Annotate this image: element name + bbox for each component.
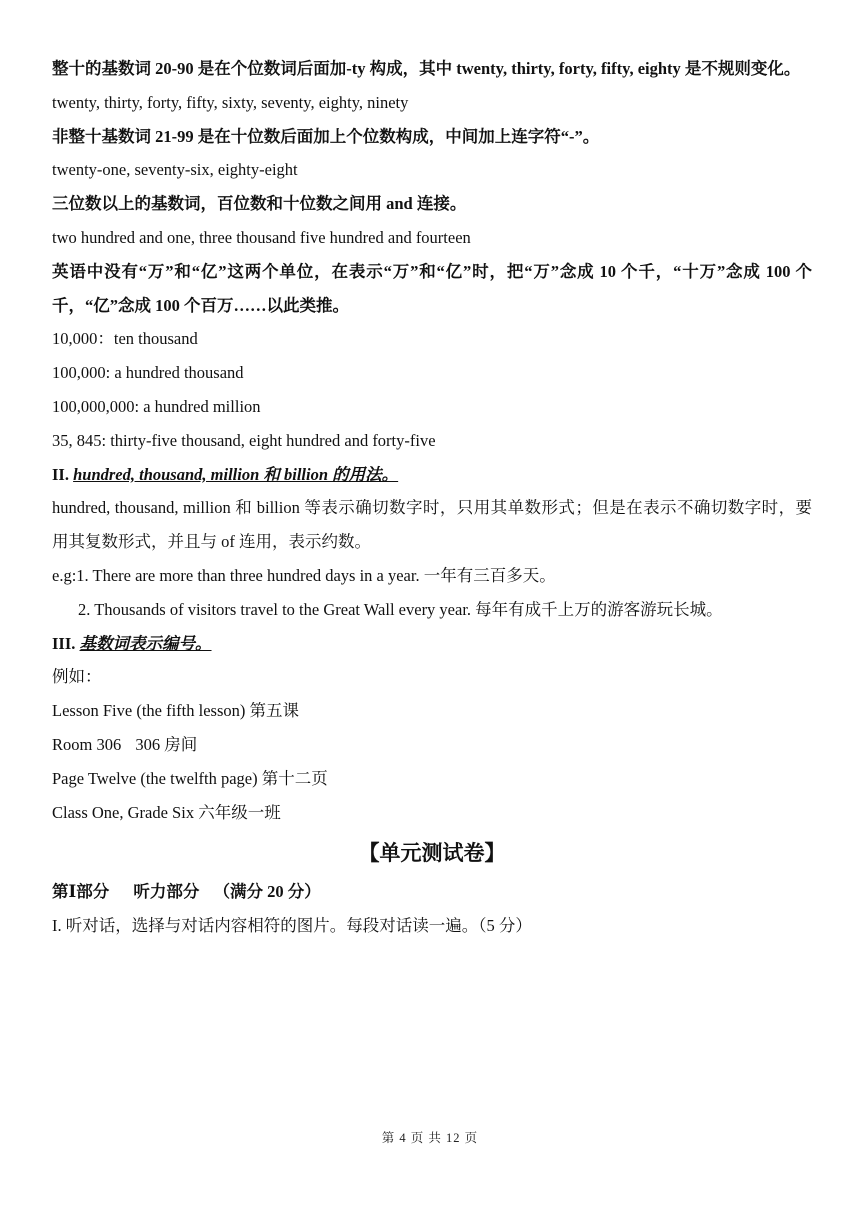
numbering-example [52,796,812,830]
paragraph-usage: hundred, thousand, million 和 billion 等表示确切数字时，只用其单数形式；但是在表示不确切数字时，要用其复数形式，并且与 of 连用，表示约数。 [52,498,812,552]
question-1-instruction: I. 听对话，选择与对话内容相符的图片。每段对话读一遍。（5 分） [52,916,532,936]
part-score: （满分 20 分） [213,882,321,902]
number-example: 100,000: a hundred thousand [52,363,244,383]
example-chinese: 第五课 [249,701,300,721]
document-page [52,52,812,943]
paragraph-wan-yi-rule: 英语中没有“万”和“亿”这两个单位，在表示“万”和“亿”时，把“万”念成 10 个千，“十万”念成 100 个千，“亿”念成 100 个百万……以此类推。 [52,261,812,315]
example-tens: twenty, thirty, forty, fifty, sixty, seventy, eighty, ninety [52,92,409,112]
section-title: 基数词表示编号。 [79,633,212,653]
example-chinese: 一年有三百多天。 [423,565,556,585]
section-title: hundred, thousand, million 和 billion 的用法。 [73,464,399,484]
paragraph-hundreds-rule: 三位数以上的基数词，百位数和十位数之间用 and 连接。 [52,194,467,214]
section-heading-3 [52,627,812,661]
part-heading [52,875,812,909]
example-compound: twenty-one, seventy-six, eighty-eight [52,160,298,180]
example-hundreds: two hundred and one, three thousand five hundred and fourteen [52,227,471,247]
example-english: Room 306 [52,734,122,754]
example-chinese: 每年有成千上万的游客游玩长城。 [475,599,723,619]
page-footer: 第 4 页 共 12 页 [381,1131,479,1145]
part-name: 听力部分 [133,882,200,902]
example-english: Class One, Grade Six [52,802,195,822]
example-intro: 例如： [52,667,102,687]
example-english: e.g:1. There are more than three hundred days in a year. [52,565,420,585]
section-numeral: III. [52,633,76,653]
number-example: 35, 845: thirty-five thousand, eight hundred and forty-five [52,430,436,450]
example-sentence-1 [52,559,812,593]
unit-test-title: 【单元测试卷】 [358,841,506,866]
numbering-example [52,728,812,762]
example-english: Page Twelve (the twelfth page) [52,768,258,788]
paragraph-compound-rule: 非整十基数词 21-99 是在十位数后面加上个位数构成，中间加上连字符“-”。 [52,126,600,146]
example-english: Lesson Five (the fifth lesson) [52,701,246,721]
number-example: 10,000：ten thousand [52,329,198,349]
example-english: 2. Thousands of visitors travel to the Great Wall every year. [78,599,472,619]
part-label: 第Ⅰ部分 [52,882,110,902]
number-example: 100,000,000: a hundred million [52,396,261,416]
example-chinese: 306 房间 [135,734,198,754]
section-numeral: II. [52,464,69,484]
example-chinese: 第十二页 [261,768,328,788]
example-chinese: 六年级一班 [198,802,281,822]
numbering-example [52,762,812,796]
section-heading-2 [52,458,812,492]
numbering-example [52,694,812,728]
paragraph-tens-rule: 整十的基数词 20-90 是在个位数词后面加-ty 构成，其中 twenty, thirty, forty, fifty, eighty 是不规则变化。 [52,59,801,78]
example-sentence-2 [52,593,812,627]
